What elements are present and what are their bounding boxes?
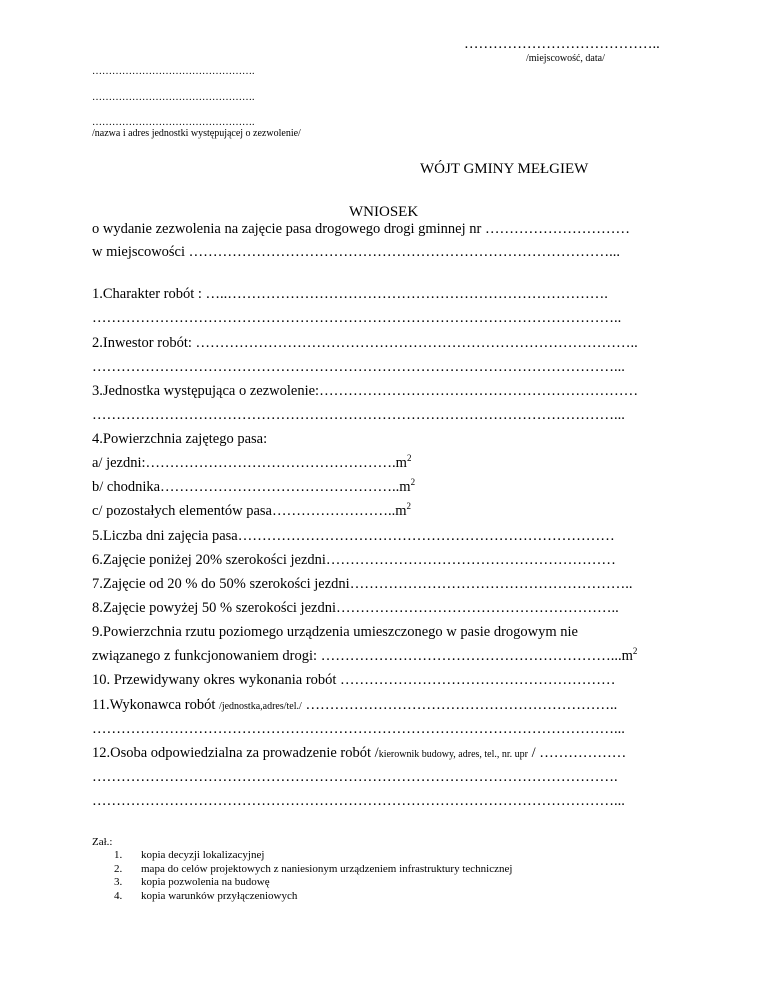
field-5-days: 5.Liczba dni zajęcia pasa…………………………………………………………………… [92, 528, 615, 544]
field-11-contractor: 11.Wykonawca robót /jednostka,adres/tel./ ……………………………………………………….. [92, 697, 618, 713]
applicant-dots-1: …………………………………………. [92, 66, 255, 77]
applicant-dots-3: …………………………………………. [92, 117, 255, 128]
field-6-below-20: 6.Zajęcie poniżej 20% szerokości jezdni…………………………………………………… [92, 552, 616, 568]
applicant-label: /nazwa i adres jednostki występującej o zezwolenie/ [92, 128, 301, 139]
place-date-dots: ………………………………….. [464, 36, 660, 52]
field-12-continuation-2: ………………………………………………………………………………………………... [92, 793, 625, 809]
subtitle-line-1: o wydanie zezwolenia na zajęcie pasa drogowego drogi gminnej nr ………………………… [92, 221, 630, 237]
unit-superscript: 2 [406, 453, 412, 464]
field-11-continuation: ………………………………………………………………………………………………... [92, 721, 625, 737]
field-4a-roadway: a/ $jezdni:\dots\dots\dots\dots\dots\dots\dots\dots\dots\dots\dots\dots\dots\dots\dots\dots\dots.m^2$ [92, 453, 412, 471]
document-title: WNIOSEK [349, 204, 419, 220]
attachments-label: Zał.: [92, 836, 113, 848]
subtitle-line-2: w miejscowości ……………………………………………………………………………... [92, 244, 621, 260]
field-12-continuation-1: ………………………………………………………………………………………………. [92, 769, 618, 785]
place-date-label: /miejscowość, data/ [526, 53, 605, 64]
attachment-item: 1. kopia decyzji lokalizacyjnej [114, 849, 265, 861]
unit-superscript: 2 [410, 477, 416, 488]
field-3-continuation: ………………………………………………………………………………………………... [92, 407, 625, 423]
unit-superscript: 2 [632, 646, 638, 657]
field-4-area: 4.Powierzchnia zajętego pasa: [92, 431, 268, 447]
attachment-item: 3. kopia pozwolenia na budowę [114, 876, 270, 888]
applicant-dots-2: …………………………………………. [92, 92, 255, 103]
field-4c-other-elements: c/ pozostałych elementów $pasa\dots\dots\dots\dots\dots\dots\dots\dots..m^2$ [92, 501, 412, 519]
addressee: WÓJT GMINY MEŁGIEW [420, 161, 589, 177]
field-7-20-to-50: 7.Zajęcie od 20 % do 50% szerokości jezdni………………………………………………….. [92, 576, 633, 592]
attachment-item: 4. kopia warunków przyłączeniowych [114, 889, 298, 902]
field-8-above-50: 8.Zajęcie powyżej 50 % szerokości jezdni………………………………………………….. [92, 600, 619, 616]
attachment-item: 2. mapa do celów projektowych z naniesionym urządzeniem infrastruktury technicznej [114, 862, 513, 875]
field-1-continuation: ……………………………………………………………………………………………….. [92, 310, 622, 326]
unit-superscript: 2 [406, 501, 412, 512]
field-9-continuation: związanego z funkcjonowaniem drogi: $\dots\dots\dots\dots\dots\dots\dots\dots\dots\dots\dots\dots\dots\dots\dots\dots\dots\dots\dots\dots...m^2$ [92, 646, 638, 664]
field-4b-sidewalk: b/ $chodnika\dots\dots\dots\dots\dots\dots\dots\dots\dots\dots\dots\dots\dots\dots\dots\dots..m^2$ [92, 477, 416, 495]
attachments-list [92, 849, 512, 903]
field-1-work-type: 1.Charakter robót : …..……………………………………………………………………. [92, 286, 608, 302]
field-9-device-area: 9.Powierzchnia rzutu poziomego urządzenia umieszczonego w pasie drogowym nie [92, 624, 578, 640]
field-10-period: 10. Przewidywany okres wykonania robót ………………………………………………… [92, 672, 616, 688]
field-2-continuation: ………………………………………………………………………………………………... [92, 359, 625, 375]
field-12-responsible-person: 12.Osoba odpowiedzialna za prowadzenie robót /kierownik budowy, adres, tel., nr. upr / ……………… [92, 745, 627, 761]
field-2-investor: 2.Inwestor robót: ……………………………………………………………………………….. [92, 335, 638, 351]
field-3-applicant-unit: 3.Jednostka występująca o zezwolenie:………………………………………………………… [92, 383, 639, 399]
